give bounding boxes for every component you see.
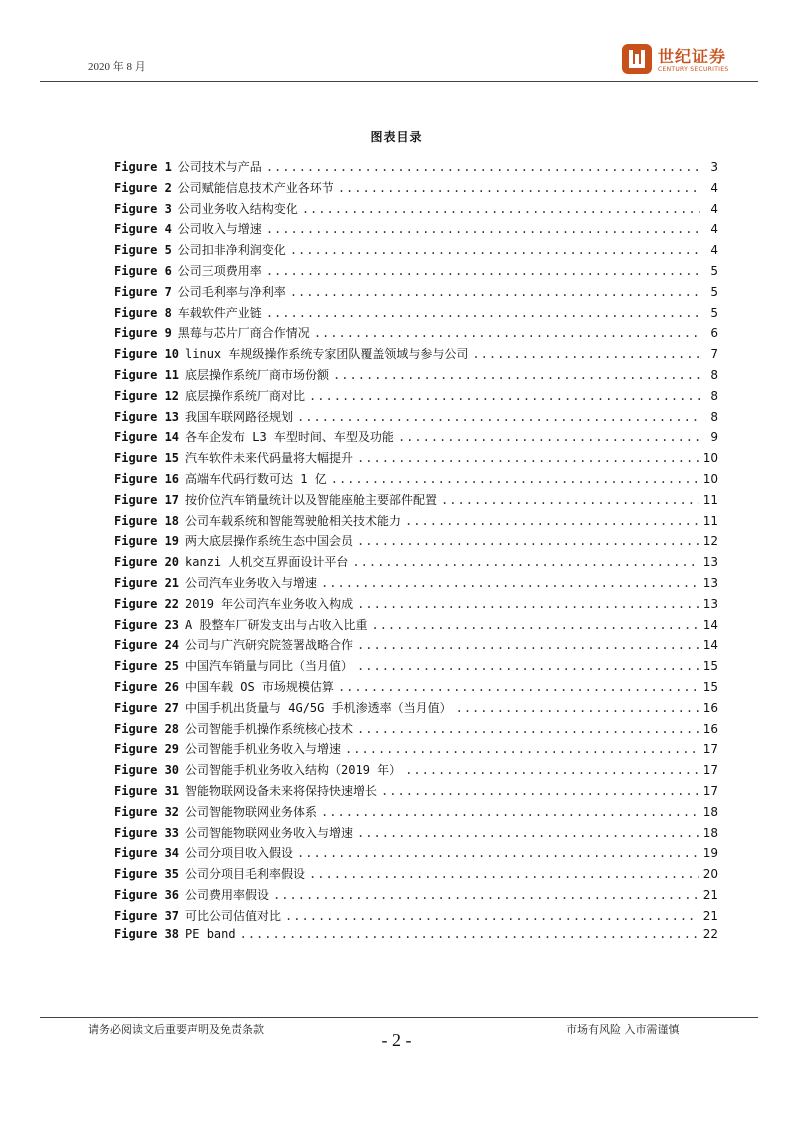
toc-entry[interactable] [114, 595, 718, 616]
toc-entry-label [114, 470, 327, 487]
footer-disclaimer: 请务必阅读文后重要声明及免责条款 [88, 1023, 264, 1036]
toc-entry[interactable] [114, 824, 718, 845]
toc-entry[interactable] [114, 200, 718, 221]
toc-dot-leader [357, 826, 699, 840]
brand-name-en: CENTURY SECURITIES [658, 66, 729, 73]
toc-figure-title: 公司毛利率与净利率 [177, 284, 286, 299]
toc-figure-number: Figure 27 [114, 700, 180, 715]
toc-figure-title: linux 车规级操作系统专家团队覆盖领域与参与公司 [185, 347, 469, 362]
toc-figure-number: Figure 38 [114, 927, 180, 942]
toc-dot-leader [309, 389, 700, 403]
toc-entry[interactable] [114, 782, 718, 803]
toc-dot-leader [331, 472, 699, 486]
toc-entry[interactable] [114, 408, 718, 429]
toc-entry-label [114, 345, 468, 362]
toc-dot-leader [338, 181, 700, 195]
toc-entry-label [114, 803, 317, 820]
toc-dot-leader [472, 347, 700, 361]
toc-dot-leader [302, 202, 700, 216]
toc-entry[interactable] [114, 512, 718, 533]
toc-figure-title: 车载软件产业链 [177, 305, 262, 320]
toc-figure-number: Figure 34 [114, 846, 180, 861]
toc-figure-number: Figure 36 [114, 887, 180, 902]
toc-figure-number: Figure 37 [114, 908, 180, 923]
toc-page-number: 21 [702, 908, 718, 923]
toc-page-number: 18 [702, 804, 718, 819]
toc-entry[interactable] [114, 761, 718, 782]
toc-page-number: 22 [702, 927, 718, 942]
toc-figure-number: Figure 16 [114, 471, 180, 486]
toc-dot-leader [338, 680, 699, 694]
toc-figure-number: Figure 1 [114, 160, 172, 174]
toc-figure-number: Figure 31 [114, 783, 180, 798]
toc-figure-title: 黑莓与芯片厂商合作情况 [177, 326, 310, 341]
report-date: 2020 年 8 月 [88, 61, 146, 73]
toc-dot-leader [290, 243, 700, 257]
toc-figure-number: Figure 13 [114, 409, 180, 424]
toc-entry[interactable] [114, 241, 718, 262]
toc-page-number: 17 [702, 763, 718, 778]
toc-page-number: 16 [702, 721, 718, 736]
toc-figure-title: 汽车软件未来代码量将大幅提升 [185, 451, 354, 466]
toc-figure-title: 公司智能手机业务收入与增速 [185, 742, 342, 757]
toc-entry-label [114, 824, 353, 841]
toc-page-number: 4 [710, 180, 718, 195]
toc-figure-title: 公司汽车业务收入与增速 [185, 575, 318, 590]
toc-page-number: 13 [702, 575, 718, 590]
toc-page-number: 14 [702, 638, 718, 653]
toc-figure-title: 2019 年公司汽车业务收入构成 [185, 596, 354, 611]
toc-page-number: 17 [702, 783, 718, 798]
toc-page-number: 10 [702, 451, 718, 466]
toc-dot-leader [357, 597, 699, 611]
toc-entry-label [114, 740, 341, 757]
toc-figure-title: 中国汽车销量与同比（当月值） [185, 659, 354, 674]
toc-dot-leader [266, 306, 700, 320]
toc-entry[interactable] [114, 283, 718, 304]
toc-entry-label [114, 428, 394, 445]
toc-page-number: 15 [702, 679, 718, 694]
toc-figure-title: 公司车载系统和智能驾驶舱相关技术能力 [185, 513, 402, 528]
toc-dot-leader [371, 618, 698, 632]
toc-figure-title: 公司智能物联网业务体系 [185, 804, 318, 819]
toc-page-number: 19 [702, 846, 718, 861]
toc-entry[interactable] [114, 470, 718, 491]
toc-entry[interactable] [114, 387, 718, 408]
toc-figure-number: Figure 20 [114, 555, 180, 570]
toc-figure-title: 可比公司估值对比 [185, 908, 282, 923]
toc-dot-leader [398, 430, 700, 444]
toc-dot-leader [357, 638, 699, 652]
toc-figure-title: kanzi 人机交互界面设计平台 [185, 555, 349, 570]
toc-entry[interactable] [114, 324, 718, 345]
toc-dot-leader [405, 514, 699, 528]
toc-dot-leader [333, 368, 700, 382]
toc-entry-label [114, 907, 281, 924]
toc-title: 图表目录 [370, 130, 423, 144]
toc-entry[interactable] [114, 366, 718, 387]
toc-dot-leader [266, 160, 700, 174]
toc-entry[interactable] [114, 886, 718, 907]
toc-figure-title: 公司三项费用率 [177, 263, 262, 278]
toc-entry-label [114, 636, 353, 653]
toc-figure-title: 公司业务收入结构变化 [177, 201, 298, 216]
toc-entry-label [114, 574, 317, 591]
toc-page-number: 14 [702, 617, 718, 632]
toc-figure-title: A 股整车厂研发支出与占收入比重 [185, 617, 368, 632]
toc-figure-number: Figure 12 [114, 388, 180, 403]
toc-figure-number: Figure 17 [114, 492, 180, 507]
toc-dot-leader [357, 659, 699, 673]
toc-entry-label [114, 678, 334, 695]
toc-dot-leader [441, 493, 699, 507]
toc-figure-number: Figure 35 [114, 867, 180, 882]
toc-figure-number: Figure 24 [114, 638, 180, 653]
toc-figure-number: Figure 8 [114, 305, 172, 320]
toc-figure-number: Figure 2 [114, 180, 172, 195]
toc-figure-title: 公司智能手机业务收入结构（2019 年） [185, 763, 402, 778]
toc-dot-leader [309, 867, 699, 881]
toc-entry[interactable] [114, 553, 718, 574]
toc-entry-label [114, 283, 286, 300]
toc-figure-title: 中国车载 OS 市场规模估算 [185, 679, 334, 694]
toc-entry-label [114, 512, 401, 529]
toc-page-number: 10 [702, 471, 718, 486]
toc-dot-leader [381, 784, 699, 798]
toc-page-number: 13 [702, 596, 718, 611]
toc-page-number: 8 [710, 367, 718, 382]
toc-page-number: 18 [702, 825, 718, 840]
toc-figure-title: PE band [185, 927, 236, 942]
toc-figure-title: 中国手机出货量与 4G/5G 手机渗透率（当月值） [185, 700, 452, 715]
toc-figure-number: Figure 32 [114, 804, 180, 819]
toc-dot-leader [352, 555, 698, 569]
toc-figure-number: Figure 23 [114, 617, 180, 632]
toc-dot-leader [357, 534, 699, 548]
toc-page-number: 8 [710, 409, 718, 424]
toc-page-number: 4 [710, 201, 718, 216]
toc-page-number: 17 [702, 742, 718, 757]
toc-dot-leader [273, 888, 699, 902]
toc-figure-number: Figure 22 [114, 596, 180, 611]
toc-dot-leader [266, 264, 700, 278]
toc-entry-label [114, 241, 286, 258]
toc-figure-number: Figure 30 [114, 763, 180, 778]
brand-name-cn: 世纪证券 [658, 47, 727, 66]
toc-figure-number: Figure 26 [114, 679, 180, 694]
toc-entry[interactable] [114, 345, 718, 366]
toc-entry-label [114, 387, 305, 404]
toc-page-number: 4 [710, 222, 718, 237]
toc-entry[interactable] [114, 574, 718, 595]
toc-entry-label [114, 782, 377, 799]
toc-figure-number: Figure 15 [114, 451, 180, 466]
toc-entry[interactable] [114, 720, 718, 741]
toc-entry-label [114, 886, 269, 903]
footer-divider [40, 1017, 758, 1018]
toc-entry-label [114, 324, 310, 341]
toc-entry[interactable] [114, 865, 718, 886]
toc-figure-number: Figure 6 [114, 263, 172, 278]
toc-entry[interactable] [114, 678, 718, 699]
toc-figure-number: Figure 10 [114, 347, 180, 362]
toc-figure-number: Figure 18 [114, 513, 180, 528]
toc-entry[interactable] [114, 803, 718, 824]
toc-figure-number: Figure 25 [114, 659, 180, 674]
toc-figure-number: Figure 29 [114, 742, 180, 757]
toc-figure-title: 底层操作系统厂商市场份额 [185, 367, 330, 382]
toc-dot-leader [357, 722, 699, 736]
toc-dot-leader [240, 927, 699, 941]
toc-figure-title: 高端车代码行数可达 1 亿 [185, 471, 327, 486]
toc-entry-label [114, 595, 353, 612]
toc-dot-leader [321, 576, 699, 590]
toc-page-number: 15 [702, 659, 718, 674]
toc-entry[interactable] [114, 158, 718, 179]
toc-figure-title: 按价位汽车销量统计以及智能座舱主要部件配置 [185, 492, 438, 507]
toc-entry-label [114, 553, 348, 570]
toc-figure-title: 公司智能手机操作系统核心技术 [185, 721, 354, 736]
toc-figure-number: Figure 28 [114, 721, 180, 736]
page-number: - 2 - [381, 1030, 412, 1050]
toc-figure-number: Figure 5 [114, 243, 172, 258]
toc-page-number: 8 [710, 388, 718, 403]
toc-entry[interactable] [114, 262, 718, 283]
toc-entry[interactable] [114, 844, 718, 865]
toc-dot-leader [321, 805, 699, 819]
toc-figure-title: 我国车联网路径规划 [185, 409, 294, 424]
toc-figure-title: 公司分项目收入假设 [185, 846, 294, 861]
toc-entry[interactable] [114, 304, 718, 325]
toc-entry-label [114, 408, 293, 425]
toc-entry[interactable] [114, 179, 718, 200]
toc-page-number: 5 [710, 263, 718, 278]
toc-page-number: 3 [710, 160, 718, 174]
toc-figure-number: Figure 14 [114, 430, 180, 445]
toc-entry-label [114, 844, 293, 861]
toc-figure-title: 两大底层操作系统生态中国会员 [185, 534, 354, 549]
toc-figure-number: Figure 4 [114, 222, 172, 237]
toc-entry-label [114, 720, 353, 737]
toc-entry-label [114, 200, 298, 217]
toc-dot-leader [456, 701, 699, 715]
toc-figure-title: 公司费用率假设 [185, 887, 270, 902]
toc-page-number: 9 [710, 430, 718, 445]
toc-dot-leader [285, 909, 699, 923]
brand-logo [622, 44, 752, 78]
toc-entry-label [114, 699, 452, 716]
toc-entry-label [114, 761, 401, 778]
toc-figure-number: Figure 19 [114, 534, 180, 549]
toc-figure-number: Figure 11 [114, 367, 180, 382]
toc-entry-label [114, 366, 329, 383]
toc-figure-title: 公司技术与产品 [177, 160, 262, 174]
toc-figure-title: 公司赋能信息技术产业各环节 [177, 180, 334, 195]
toc-page-number: 20 [702, 867, 718, 882]
toc-page-number: 16 [702, 700, 718, 715]
toc-entry[interactable] [114, 699, 718, 720]
toc-figure-number: Figure 7 [114, 284, 172, 299]
toc-entry[interactable] [114, 636, 718, 657]
toc-entry-label [114, 304, 262, 321]
toc-entry[interactable] [114, 616, 718, 637]
toc-entry-label [114, 865, 305, 882]
toc-dot-leader [297, 410, 700, 424]
toc-page-number: 7 [710, 347, 718, 362]
toc-figure-title: 公司与广汽研究院签署战略合作 [185, 638, 354, 653]
toc-page-number: 12 [702, 534, 718, 549]
toc-entry[interactable] [114, 428, 718, 449]
footer-risk-notice: 市场有风险 入市需谨慎 [566, 1023, 680, 1036]
toc-entry-label [114, 491, 437, 508]
century-securities-logo-icon [622, 44, 652, 74]
toc-entry-label [114, 616, 367, 633]
toc-page-number: 11 [702, 492, 718, 507]
toc-dot-leader [345, 742, 699, 756]
toc-entry[interactable] [114, 220, 718, 241]
toc-dot-leader [314, 326, 700, 340]
toc-entry-label [114, 262, 262, 279]
toc-entry[interactable] [114, 532, 718, 553]
toc-figure-title: 公司收入与增速 [177, 222, 262, 237]
toc-entry[interactable] [114, 740, 718, 761]
toc-figure-title: 各车企发布 L3 车型时间、车型及功能 [185, 430, 394, 445]
toc-entry[interactable] [114, 907, 718, 928]
toc-figure-number: Figure 33 [114, 825, 180, 840]
header-divider [40, 81, 758, 82]
toc-entry[interactable] [114, 927, 718, 948]
toc-entry-label [114, 927, 236, 941]
table-of-figures [114, 158, 718, 948]
toc-dot-leader [357, 451, 699, 465]
toc-page-number: 11 [702, 513, 718, 528]
toc-page-number: 4 [710, 243, 718, 258]
toc-figure-number: Figure 21 [114, 575, 180, 590]
toc-entry-label [114, 179, 334, 196]
toc-dot-leader [266, 222, 700, 236]
toc-figure-title: 公司分项目毛利率假设 [185, 867, 306, 882]
toc-entry-label [114, 449, 353, 466]
toc-dot-leader [297, 846, 699, 860]
toc-entry-label [114, 532, 353, 549]
toc-dot-leader [405, 763, 699, 777]
toc-page-number: 13 [702, 555, 718, 570]
toc-figure-number: Figure 9 [114, 326, 172, 341]
toc-figure-title: 公司扣非净利润变化 [177, 243, 286, 258]
toc-entry-label [114, 657, 353, 674]
toc-entry[interactable] [114, 657, 718, 678]
toc-page-number: 21 [702, 887, 718, 902]
toc-figure-number: Figure 3 [114, 201, 172, 216]
toc-entry-label [114, 158, 262, 175]
toc-dot-leader [290, 285, 700, 299]
toc-entry-label [114, 220, 262, 237]
toc-figure-title: 底层操作系统厂商对比 [185, 388, 306, 403]
toc-page-number: 6 [710, 326, 718, 341]
toc-page-number: 5 [710, 284, 718, 299]
toc-figure-title: 智能物联网设备未来将保持快速增长 [185, 783, 378, 798]
toc-page-number: 5 [710, 305, 718, 320]
toc-entry[interactable] [114, 449, 718, 470]
toc-entry[interactable] [114, 491, 718, 512]
toc-figure-title: 公司智能物联网业务收入与增速 [185, 825, 354, 840]
